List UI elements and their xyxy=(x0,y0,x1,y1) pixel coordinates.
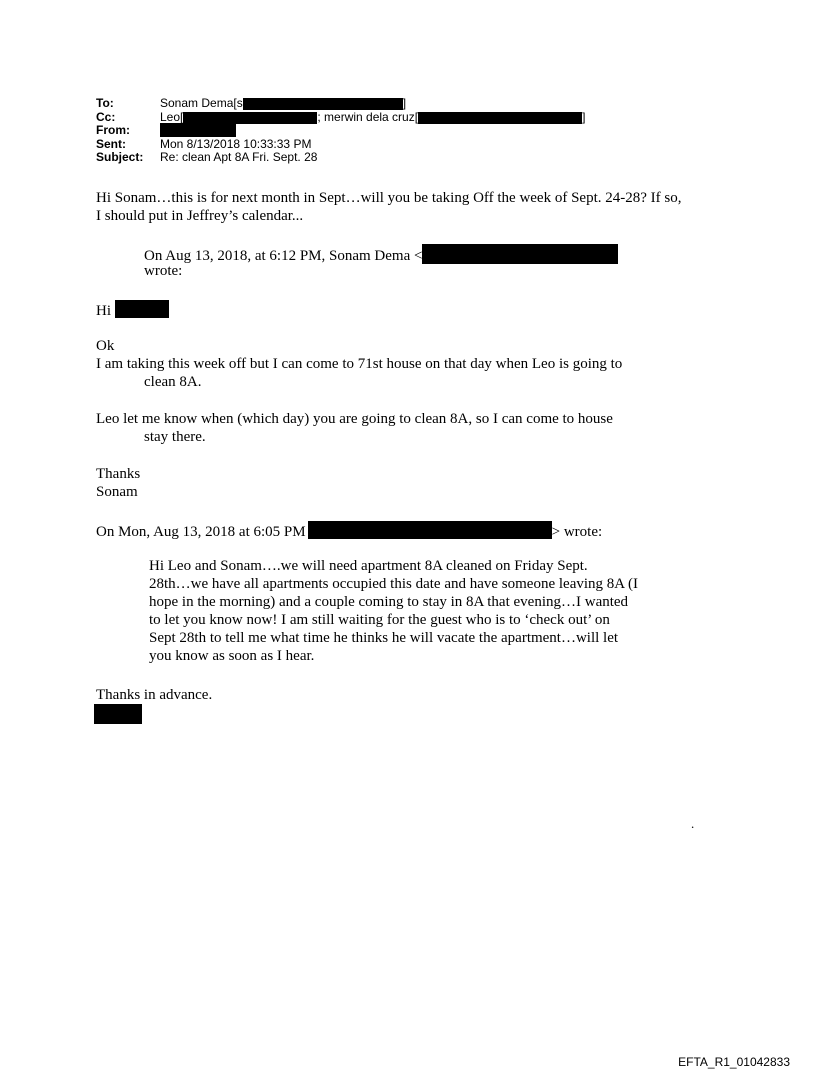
quote-text: On Aug 13, 2018, at 6:12 PM, Sonam Dema < xyxy=(144,248,423,264)
to-close: ] xyxy=(402,96,407,110)
quote-attribution xyxy=(96,521,602,541)
body-line: stay there. xyxy=(144,429,206,445)
cc-close: ] xyxy=(582,109,586,124)
quote-line: hope in the morning) and a couple coming to stay in 8A that evening…I wanted xyxy=(149,594,629,610)
quote-line: Sept 28th to tell me what time he thinks he will vacate the apartment…will let xyxy=(149,630,619,646)
email-header xyxy=(96,97,585,165)
body-line: Hi Sonam…this is for next month in Sept…will you be taking Off the week of Sept. 24-28? If so, xyxy=(96,190,682,206)
cc-label: Cc: xyxy=(96,109,116,124)
subject-value: Re: clean Apt 8A Fri. Sept. 28 xyxy=(160,150,318,165)
cc-value-2: ; merwin dela cruz[ xyxy=(317,109,419,124)
redaction-block xyxy=(94,704,142,724)
greeting-text: Hi xyxy=(96,303,111,319)
body-line: Thanks xyxy=(96,466,141,482)
quote-line: 28th…we have all apartments occupied this date and have someone leaving 8A (I xyxy=(149,576,639,592)
body-line: clean 8A. xyxy=(144,374,202,390)
quote-line: wrote: xyxy=(144,263,183,279)
cc-value-1: Leo[ xyxy=(160,109,184,124)
body-line: Leo let me know when (which day) you are going to clean 8A, so I can come to house xyxy=(96,411,613,427)
redaction-block xyxy=(115,300,169,318)
from-row xyxy=(96,124,585,138)
sent-label: Sent: xyxy=(96,136,126,151)
sent-row xyxy=(96,138,585,152)
to-row xyxy=(96,97,585,111)
quote-line: you know as soon as I hear. xyxy=(149,648,315,664)
greeting-line xyxy=(96,300,169,320)
document-id: EFTA_R1_01042833 xyxy=(678,1055,790,1069)
body-line: I should put in Jeffrey’s calendar... xyxy=(96,208,304,224)
stray-dot: . xyxy=(691,816,695,831)
redaction-block xyxy=(160,123,236,137)
redaction-block xyxy=(243,98,403,110)
to-label: To: xyxy=(96,96,114,110)
quote-line: to let you know now! I am still waiting for the guest who is to ‘check out’ on xyxy=(149,612,610,628)
cc-row xyxy=(96,111,585,125)
from-label: From: xyxy=(96,123,130,138)
quote-line: Hi Leo and Sonam….we will need apartment 8A cleaned on Friday Sept. xyxy=(149,558,588,574)
redaction-block xyxy=(422,244,618,264)
redaction-block xyxy=(308,521,552,539)
body-line: I am taking this week off but I can come to 71st house on that day when Leo is going to xyxy=(96,356,623,372)
subject-label: Subject: xyxy=(96,150,144,165)
quote-line xyxy=(144,244,618,265)
quote-text: > wrote: xyxy=(551,524,603,540)
subject-row xyxy=(96,151,585,165)
redaction-block xyxy=(418,112,582,124)
quote-text: On Mon, Aug 13, 2018 at 6:05 PM xyxy=(96,524,306,540)
body-line: Thanks in advance. xyxy=(96,687,213,703)
to-value: Sonam Dema[s xyxy=(160,96,243,110)
body-line: Ok xyxy=(96,338,115,354)
sent-value: Mon 8/13/2018 10:33:33 PM xyxy=(160,136,312,151)
body-line: Sonam xyxy=(96,484,138,500)
redaction-block xyxy=(183,112,317,124)
